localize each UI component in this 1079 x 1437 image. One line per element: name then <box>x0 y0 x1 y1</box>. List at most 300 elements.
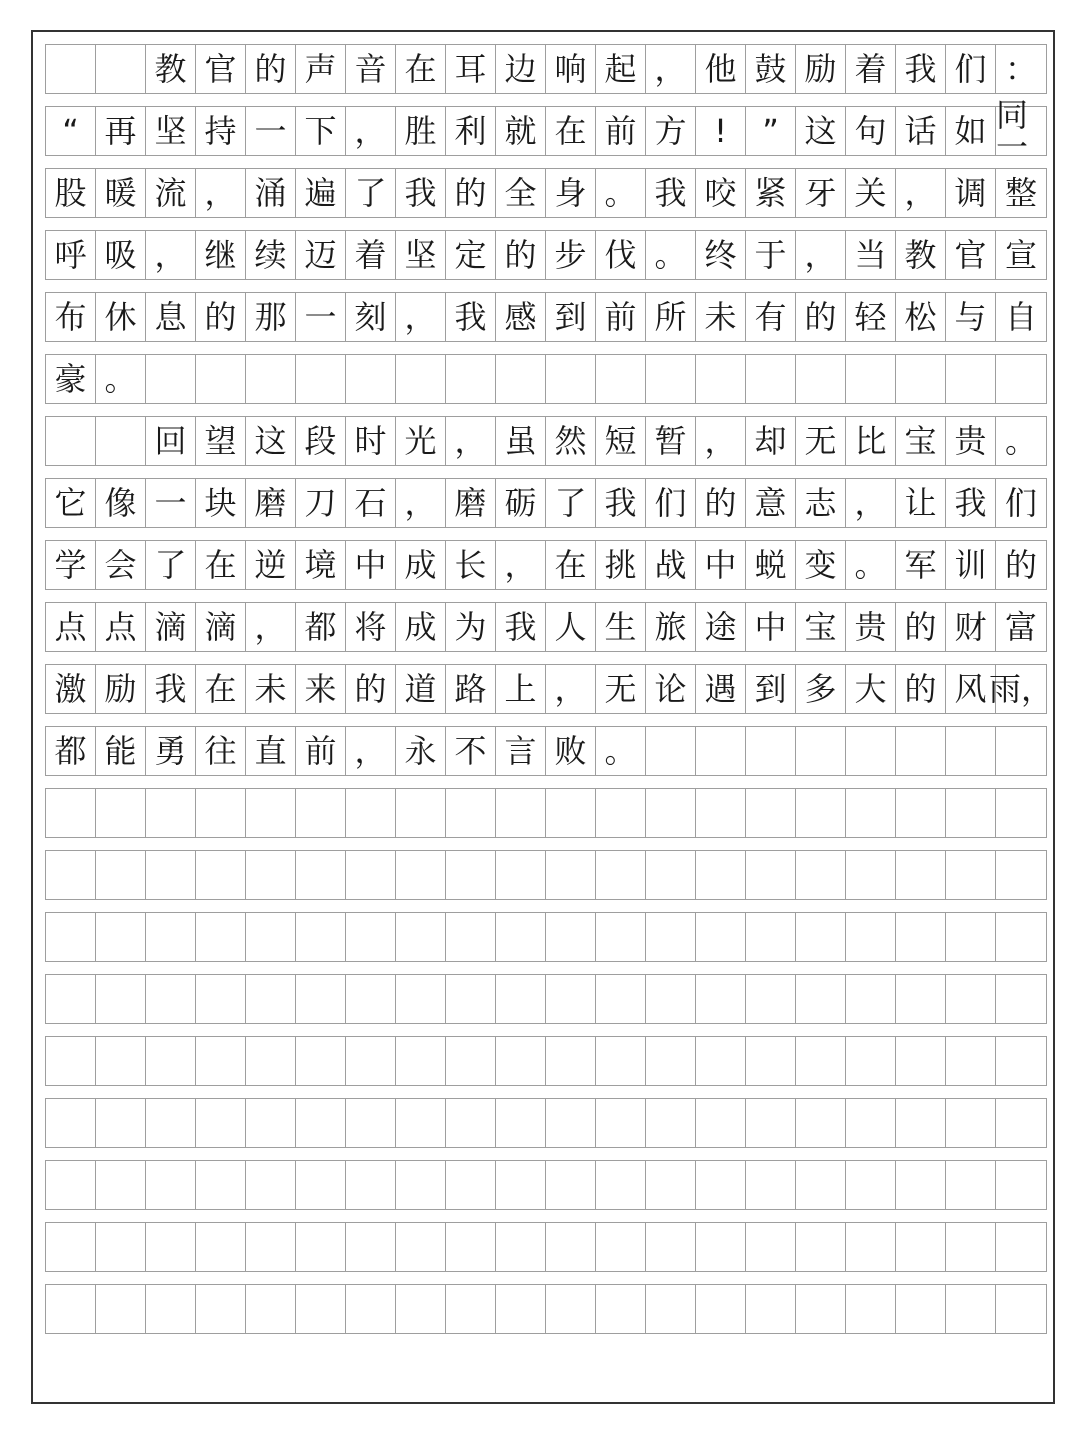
grid-cell: 定 <box>446 231 496 279</box>
grid-cell <box>246 1037 296 1085</box>
grid-cell: ， <box>446 417 496 465</box>
grid-cell <box>996 975 1046 1023</box>
grid-cell: 同一 <box>996 96 1029 166</box>
grid-cell: 磨 <box>246 479 296 527</box>
grid-cell: 往 <box>196 727 246 775</box>
grid-cell <box>996 851 1046 899</box>
grid-cell <box>246 1285 296 1333</box>
grid-cell: ” <box>746 107 796 155</box>
grid-cell <box>146 1285 196 1333</box>
grid-cell: 激 <box>46 665 96 713</box>
grid-cell: 我 <box>446 293 496 341</box>
grid-cell <box>746 789 796 837</box>
grid-cell <box>596 851 646 899</box>
grid-cell <box>696 355 746 403</box>
grid-cell <box>846 789 896 837</box>
grid-cell <box>146 851 196 899</box>
grid-cell <box>696 851 746 899</box>
grid-cell <box>96 45 146 93</box>
grid-cell: 中 <box>696 541 746 589</box>
grid-cell <box>396 975 446 1023</box>
grid-cell: 续 <box>246 231 296 279</box>
grid-cell: 多 <box>796 665 846 713</box>
grid-cell <box>696 1223 746 1271</box>
grid-cell: 战 <box>646 541 696 589</box>
grid-cell <box>546 851 596 899</box>
grid-cell <box>746 727 796 775</box>
grid-cell <box>296 975 346 1023</box>
grid-cell <box>246 1099 296 1147</box>
grid-cell: 松 <box>896 293 946 341</box>
grid-cell: 的 <box>496 231 546 279</box>
grid-cell: 胜 <box>396 107 446 155</box>
grid-cell <box>696 913 746 961</box>
grid-cell: 它 <box>46 479 96 527</box>
grid-cell <box>946 1285 996 1333</box>
grid-cell: 迈 <box>296 231 346 279</box>
grid-cell <box>746 355 796 403</box>
grid-cell: 关 <box>846 169 896 217</box>
grid-cell <box>596 1161 646 1209</box>
grid-cell: 败 <box>546 727 596 775</box>
grid-cell: 下 <box>296 107 346 155</box>
grid-cell: 望 <box>196 417 246 465</box>
grid-cell <box>146 1037 196 1085</box>
grid-cell <box>496 1099 546 1147</box>
grid-cell: 的 <box>796 293 846 341</box>
grid-cell <box>446 913 496 961</box>
grid-cell <box>496 913 546 961</box>
grid-cell <box>546 789 596 837</box>
grid-cell <box>46 975 96 1023</box>
grid-cell: 的 <box>196 293 246 341</box>
grid-cell: 中 <box>346 541 396 589</box>
grid-cell <box>796 1223 846 1271</box>
grid-cell <box>196 975 246 1023</box>
grid-cell <box>246 1161 296 1209</box>
grid-cell: 持 <box>196 107 246 155</box>
grid-cell: 轻 <box>846 293 896 341</box>
grid-cell <box>896 1161 946 1209</box>
grid-cell: ， <box>346 727 396 775</box>
grid-cell <box>696 1285 746 1333</box>
grid-cell <box>646 1099 696 1147</box>
grid-cell <box>796 975 846 1023</box>
grid-cell: 所 <box>646 293 696 341</box>
grid-cell: 呼 <box>46 231 96 279</box>
grid-cell: 到 <box>546 293 596 341</box>
grid-cell: 都 <box>46 727 96 775</box>
grid-cell <box>496 975 546 1023</box>
grid-cell: 在 <box>396 45 446 93</box>
grid-cell: 我 <box>496 603 546 651</box>
grid-cell: 训 <box>946 541 996 589</box>
grid-cell: 段 <box>296 417 346 465</box>
grid-cell: ， <box>896 169 946 217</box>
grid-cell <box>446 1223 496 1271</box>
grid-cell: 一 <box>246 107 296 155</box>
grid-cell <box>846 851 896 899</box>
grid-cell <box>946 727 996 775</box>
grid-cell: 点 <box>46 603 96 651</box>
grid-cell: 勇 <box>146 727 196 775</box>
grid-cell: 息 <box>146 293 196 341</box>
grid-cell: 暂 <box>646 417 696 465</box>
grid-cell: 言 <box>496 727 546 775</box>
grid-cell <box>396 1161 446 1209</box>
grid-cell <box>396 851 446 899</box>
grid-cell: 教 <box>146 45 196 93</box>
grid-cell: 人 <box>546 603 596 651</box>
grid-cell <box>196 1161 246 1209</box>
grid-row <box>45 664 1054 714</box>
grid-cell: 一 <box>146 479 196 527</box>
grid-cell <box>246 851 296 899</box>
grid-cell: 砺 <box>496 479 546 527</box>
grid-cell <box>346 975 396 1023</box>
grid-cell <box>546 975 596 1023</box>
grid-cell <box>696 975 746 1023</box>
grid-cell: 不 <box>446 727 496 775</box>
grid-cell: ， <box>396 293 446 341</box>
grid-cell <box>996 1223 1046 1271</box>
grid-cell <box>96 1285 146 1333</box>
grid-cell: 来 <box>296 665 346 713</box>
grid-cell: 官 <box>946 231 996 279</box>
grid-cell: 。 <box>596 169 646 217</box>
grid-cell <box>596 1285 646 1333</box>
grid-cell <box>446 975 496 1023</box>
grid-cell: 紧 <box>746 169 796 217</box>
grid-cell <box>346 789 396 837</box>
grid-cell: 军 <box>896 541 946 589</box>
grid-cell: 。 <box>96 355 146 403</box>
grid-cell: 的 <box>446 169 496 217</box>
grid-cell <box>296 1037 346 1085</box>
grid-cell <box>596 1037 646 1085</box>
grid-cell <box>946 913 996 961</box>
grid-row <box>45 1098 1047 1148</box>
grid-cell: 流 <box>146 169 196 217</box>
grid-cell <box>546 355 596 403</box>
grid-cell: 布 <box>46 293 96 341</box>
grid-cell <box>946 1037 996 1085</box>
grid-cell: 像 <box>96 479 146 527</box>
grid-cell <box>896 727 946 775</box>
grid-cell: 的 <box>896 603 946 651</box>
grid-cell: 中 <box>746 603 796 651</box>
grid-cell: 磨 <box>446 479 496 527</box>
grid-cell: 道 <box>396 665 446 713</box>
grid-cell <box>196 355 246 403</box>
grid-cell: 未 <box>246 665 296 713</box>
grid-cell <box>896 355 946 403</box>
grid-row <box>45 912 1047 962</box>
grid-cell: 未 <box>696 293 746 341</box>
grid-cell <box>946 789 996 837</box>
grid-cell <box>396 1223 446 1271</box>
grid-cell <box>546 913 596 961</box>
grid-cell: 块 <box>196 479 246 527</box>
grid-cell: 方 <box>646 107 696 155</box>
grid-cell <box>746 851 796 899</box>
grid-row <box>45 230 1047 280</box>
grid-cell: 这 <box>796 107 846 155</box>
grid-cell <box>246 975 296 1023</box>
grid-cell: 直 <box>246 727 296 775</box>
grid-cell: 起 <box>596 45 646 93</box>
grid-cell <box>846 1285 896 1333</box>
grid-cell: 于 <box>746 231 796 279</box>
grid-cell: 成 <box>396 603 446 651</box>
grid-cell: 耳 <box>446 45 496 93</box>
grid-cell <box>846 975 896 1023</box>
grid-cell: 挑 <box>596 541 646 589</box>
grid-cell: 休 <box>96 293 146 341</box>
grid-cell <box>546 1161 596 1209</box>
grid-cell: 励 <box>796 45 846 93</box>
grid-cell: 旅 <box>646 603 696 651</box>
grid-cell <box>496 851 546 899</box>
grid-row <box>45 1160 1047 1210</box>
grid-cell <box>296 1099 346 1147</box>
grid-cell <box>96 1161 146 1209</box>
grid-cell <box>496 1161 546 1209</box>
grid-cell: ， <box>146 231 196 279</box>
grid-cell <box>846 913 896 961</box>
grid-cell: 响 <box>546 45 596 93</box>
grid-cell <box>996 1285 1046 1333</box>
grid-cell: 我 <box>146 665 196 713</box>
grid-cell <box>896 1285 946 1333</box>
grid-cell: 话 <box>896 107 946 155</box>
grid-cell <box>496 1285 546 1333</box>
grid-cell <box>446 1285 496 1333</box>
grid-cell <box>96 851 146 899</box>
grid-cell <box>196 1285 246 1333</box>
grid-cell <box>596 789 646 837</box>
grid-cell <box>646 975 696 1023</box>
grid-cell: 调 <box>946 169 996 217</box>
grid-cell: 我 <box>946 479 996 527</box>
grid-cell <box>946 1161 996 1209</box>
grid-cell: 这 <box>246 417 296 465</box>
grid-cell: 财 <box>946 603 996 651</box>
grid-cell <box>696 1037 746 1085</box>
grid-cell <box>796 1099 846 1147</box>
grid-cell: 在 <box>196 665 246 713</box>
grid-cell: 宣 <box>1004 236 1037 274</box>
grid-cell: 短 <box>596 417 646 465</box>
grid-cell: 音 <box>346 45 396 93</box>
grid-row <box>45 1036 1047 1086</box>
grid-cell: 前 <box>296 727 346 775</box>
grid-cell: 全 <box>496 169 546 217</box>
grid-cell <box>546 1285 596 1333</box>
grid-cell: 吸 <box>96 231 146 279</box>
grid-cell <box>346 851 396 899</box>
grid-cell: 他 <box>696 45 746 93</box>
grid-cell <box>796 1037 846 1085</box>
grid-cell <box>46 1285 96 1333</box>
grid-cell: 官 <box>196 45 246 93</box>
grid-cell <box>196 1223 246 1271</box>
grid-cell: 了 <box>146 541 196 589</box>
grid-cell: 蜕 <box>746 541 796 589</box>
grid-cell <box>896 789 946 837</box>
grid-cell: 的 <box>896 665 946 713</box>
grid-cell <box>346 355 396 403</box>
grid-cell <box>896 1099 946 1147</box>
grid-cell <box>296 1223 346 1271</box>
grid-cell: 牙 <box>796 169 846 217</box>
grid-cell <box>146 913 196 961</box>
grid-cell: 整 <box>1004 174 1037 212</box>
grid-cell <box>146 1099 196 1147</box>
grid-cell <box>546 1223 596 1271</box>
grid-cell <box>596 1099 646 1147</box>
grid-cell: 我 <box>596 479 646 527</box>
grid-cell <box>896 1223 946 1271</box>
grid-cell <box>996 1037 1046 1085</box>
grid-cell: 步 <box>546 231 596 279</box>
grid-cell <box>946 1099 996 1147</box>
grid-cell: 们 <box>946 45 996 93</box>
grid-cell <box>796 851 846 899</box>
grid-cell: 宝 <box>896 417 946 465</box>
grid-cell <box>446 1161 496 1209</box>
grid-cell <box>346 1099 396 1147</box>
grid-cell: ， <box>246 603 296 651</box>
grid-cell: 境 <box>296 541 346 589</box>
grid-cell <box>296 913 346 961</box>
grid-cell: 永 <box>396 727 446 775</box>
grid-cell <box>596 355 646 403</box>
grid-cell <box>446 851 496 899</box>
grid-cell: 遇 <box>696 665 746 713</box>
grid-cell <box>46 417 96 465</box>
grid-cell: 滴 <box>146 603 196 651</box>
grid-cell <box>246 789 296 837</box>
grid-cell <box>996 1161 1046 1209</box>
grid-cell <box>46 1161 96 1209</box>
grid-cell <box>346 1037 396 1085</box>
grid-cell <box>96 417 146 465</box>
grid-cell: 刀 <box>296 479 346 527</box>
grid-cell: 将 <box>346 603 396 651</box>
grid-cell: 那 <box>246 293 296 341</box>
grid-cell: 逆 <box>246 541 296 589</box>
grid-cell <box>796 727 846 775</box>
grid-cell: 与 <box>946 293 996 341</box>
grid-cell <box>646 913 696 961</box>
grid-cell <box>796 789 846 837</box>
grid-cell <box>396 355 446 403</box>
grid-cell: 学 <box>46 541 96 589</box>
grid-cell: 在 <box>546 541 596 589</box>
grid-cell <box>796 1285 846 1333</box>
grid-cell <box>746 1037 796 1085</box>
grid-cell: 了 <box>546 479 596 527</box>
grid-cell <box>846 1037 896 1085</box>
grid-cell <box>946 975 996 1023</box>
grid-cell: 股 <box>46 169 96 217</box>
grid-cell: 滴 <box>196 603 246 651</box>
grid-cell <box>496 1037 546 1085</box>
grid-row <box>45 44 1047 94</box>
grid-cell: 们 <box>646 479 696 527</box>
grid-cell <box>946 1223 996 1271</box>
grid-cell: 的 <box>346 665 396 713</box>
composition-paper <box>31 30 1055 1404</box>
grid-cell <box>446 789 496 837</box>
grid-cell: 在 <box>196 541 246 589</box>
grid-cell: 我 <box>646 169 696 217</box>
grid-cell <box>646 851 696 899</box>
grid-row <box>45 1284 1047 1334</box>
grid-cell <box>96 913 146 961</box>
grid-cell: 比 <box>846 417 896 465</box>
grid-cell <box>346 1285 396 1333</box>
grid-cell <box>796 1161 846 1209</box>
grid-cell: 利 <box>446 107 496 155</box>
grid-row <box>45 354 1047 404</box>
grid-cell <box>296 1285 346 1333</box>
grid-cell: 涌 <box>246 169 296 217</box>
grid-cell: 着 <box>846 45 896 93</box>
grid-cell <box>146 789 196 837</box>
grid-row <box>45 416 1047 466</box>
grid-cell: 上 <box>496 665 546 713</box>
grid-cell: 继 <box>196 231 246 279</box>
grid-cell: 变 <box>796 541 846 589</box>
grid-cell <box>46 1099 96 1147</box>
grid-cell <box>996 913 1046 961</box>
grid-cell: 豪 <box>46 355 96 403</box>
grid-cell: 感 <box>496 293 546 341</box>
grid-cell: 石 <box>346 479 396 527</box>
grid-cell <box>196 851 246 899</box>
grid-row <box>45 726 1047 776</box>
grid-cell: 点 <box>96 603 146 651</box>
grid-cell: 。 <box>646 231 696 279</box>
grid-cell <box>296 789 346 837</box>
grid-cell: 我 <box>396 169 446 217</box>
grid-cell <box>646 789 696 837</box>
grid-cell: ! <box>696 107 746 155</box>
grid-cell: 到 <box>746 665 796 713</box>
grid-cell <box>896 1037 946 1085</box>
grid-cell: 路 <box>446 665 496 713</box>
grid-cell: ， <box>646 45 696 93</box>
grid-cell <box>496 1223 546 1271</box>
grid-cell: 贵 <box>946 417 996 465</box>
grid-cell <box>396 789 446 837</box>
grid-cell <box>396 1285 446 1333</box>
grid-cell <box>246 1223 296 1271</box>
grid-cell: 坚 <box>146 107 196 155</box>
grid-cell <box>246 913 296 961</box>
grid-cell <box>96 789 146 837</box>
grid-cell <box>196 789 246 837</box>
grid-cell <box>896 913 946 961</box>
grid-cell: ， <box>846 479 896 527</box>
grid-cell: 就 <box>496 107 546 155</box>
grid-cell <box>496 355 546 403</box>
grid-cell <box>596 1223 646 1271</box>
grid-cell: 在 <box>546 107 596 155</box>
grid-cell <box>796 913 846 961</box>
